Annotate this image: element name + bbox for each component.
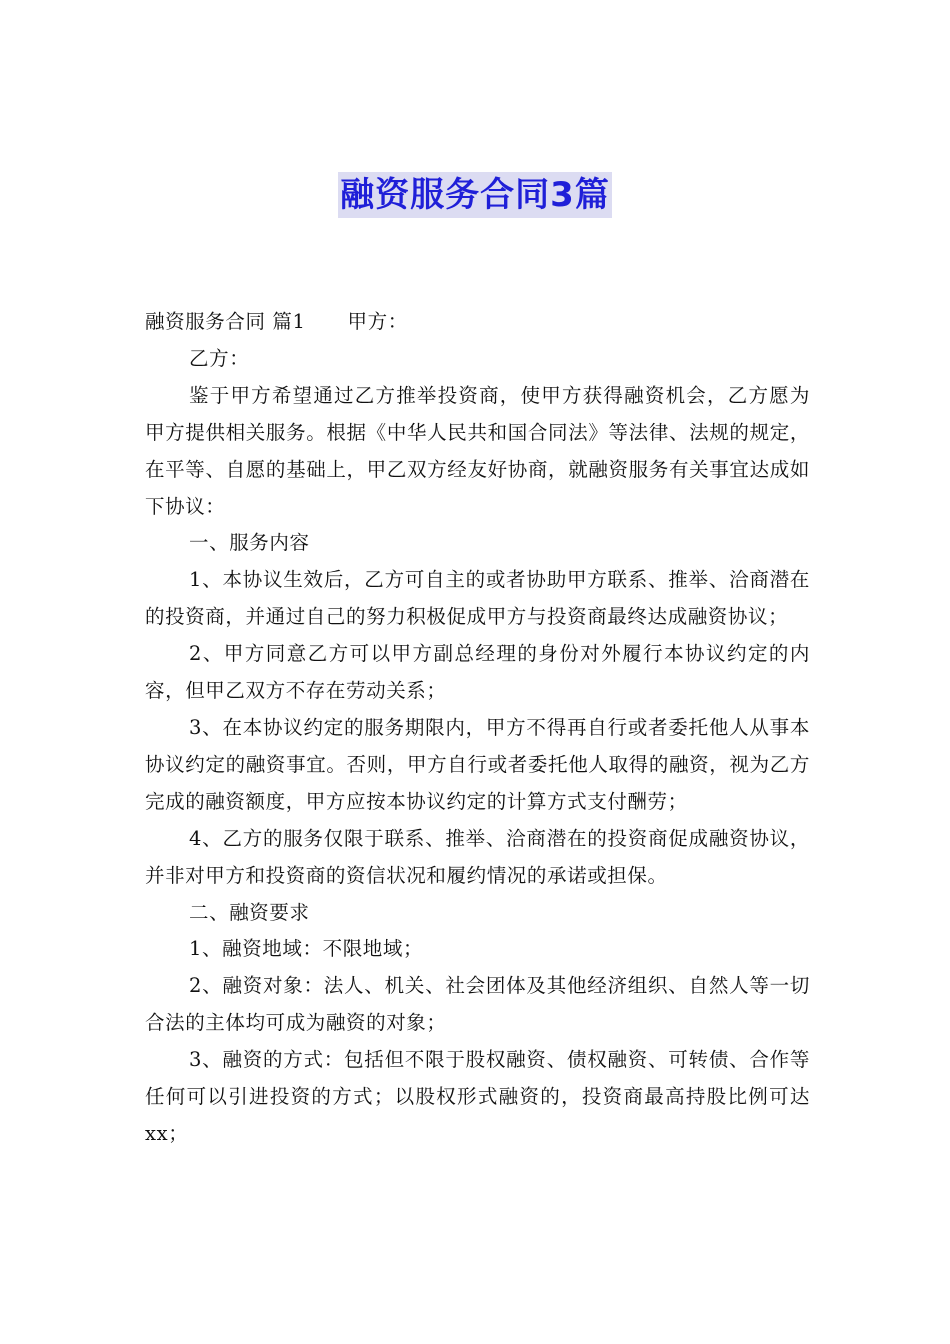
clause-paragraph: 3、在本协议约定的服务期限内，甲方不得再自行或者委托他人从事本协议约定的融资事宜。否则，甲方自行或者委托他人取得的融资，视为乙方完成的融资额度，甲方应按本协议约定的计算方式支付酬劳； [145,715,810,813]
clause-paragraph: 1、本协议生效后，乙方可自主的或者协助甲方联系、推举、洽商潜在的投资商，并通过自己的努力积极促成甲方与投资商最终达成融资协议； [145,568,810,629]
clause-paragraph: 4、乙方的服务仅限于联系、推举、洽商潜在的投资商促成融资协议，并非对甲方和投资商的资信状况和履约情况的承诺或担保。 [145,826,810,887]
clause-paragraph: 2、融资对象：法人、机关、社会团体及其他经济组织、自然人等一切合法的主体均可成为融资的对象； [145,974,810,1035]
document-title-text: 融资服务合同3篇 [338,172,612,218]
clause-paragraph: 3、融资的方式：包括但不限于股权融资、债权融资、可转债、合作等任何可以引进投资的方式；以股权形式融资的，投资商最高持股比例可达xx； [145,1048,810,1145]
contract-heading: 融资服务合同 篇1 [145,310,306,333]
clause-paragraph: 1、融资地域：不限地域； [189,937,424,961]
contract-heading-line [145,304,810,341]
preamble-paragraph: 鉴于甲方希望通过乙方推举投资商，使甲方获得融资机会，乙方愿为甲方提供相关服务。根据《中华人民共和国合同法》等法律、法规的规定，在平等、自愿的基础上，甲乙双方经友好协商，就融资服务有关事宜达成如下协议： [145,383,810,518]
section-heading-requirements: 二、融资要求 [189,900,310,924]
document-title [0,172,950,218]
clause-paragraph: 2、甲方同意乙方可以甲方副总经理的身份对外履行本协议约定的内容，但甲乙双方不存在劳动关系； [145,642,810,703]
section-heading-service: 一、服务内容 [189,531,310,555]
document-body [145,304,810,1153]
party-a-label: 甲方： [347,310,408,333]
party-b-label: 乙方： [189,346,250,370]
